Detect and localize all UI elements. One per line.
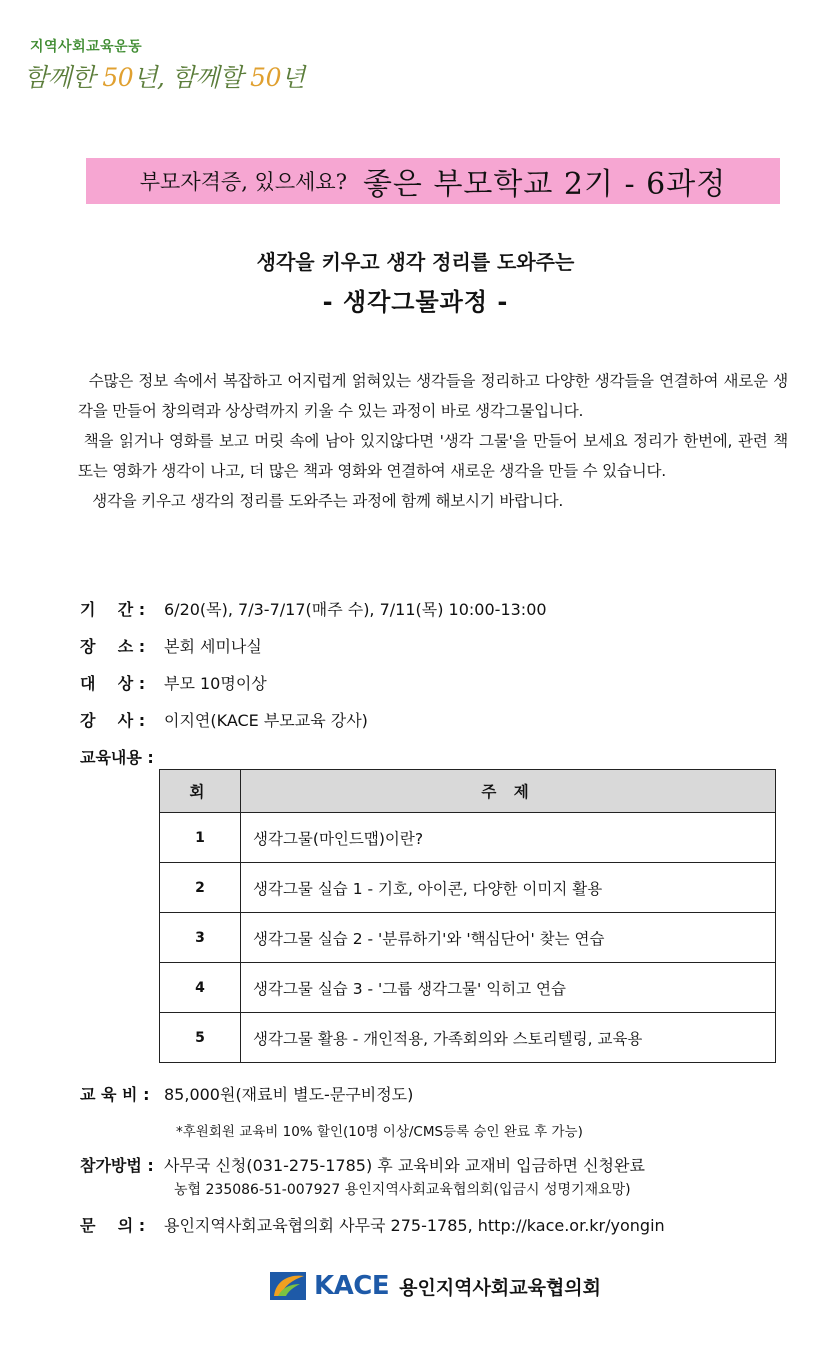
target-label: 대 상 : <box>80 674 146 693</box>
session-topic: 생각그물 실습 3 - '그룹 생각그물' 익히고 연습 <box>241 963 776 1013</box>
lecturer-value: 이지연(KACE 부모교육 강사) <box>164 711 368 730</box>
contact-label: 문 의 : <box>80 1216 146 1235</box>
place-label: 장 소 : <box>80 637 146 656</box>
table-row <box>160 813 776 863</box>
col-topic-header: 주 제 <box>241 770 776 813</box>
info-period <box>80 597 547 620</box>
session-number: 5 <box>160 1013 241 1063</box>
title-banner <box>86 158 780 204</box>
session-number: 4 <box>160 963 241 1013</box>
slogan-number-2: 50 <box>250 63 281 92</box>
session-topic: 생각그물 실습 1 - 기호, 아이콘, 다양한 이미지 활용 <box>241 863 776 913</box>
course-subtitle: 생각을 키우고 생각 정리를 도와주는 <box>256 250 575 274</box>
intro-text <box>78 366 793 516</box>
footer-logo <box>270 1270 601 1302</box>
col-session-header: 회 <box>160 770 241 813</box>
fee-discount-note: *후원회원 교육비 10% 할인(10명 이상/CMS등록 승인 완료 후 가능) <box>176 1124 583 1140</box>
contact-value: 용인지역사회교육협의회 사무국 275-1785, http://kace.or.kr/yongin <box>164 1216 665 1235</box>
curriculum-table <box>159 769 776 1063</box>
apply-label: 참가방법 : <box>80 1156 154 1175</box>
session-number: 3 <box>160 913 241 963</box>
table-header-row <box>160 770 776 813</box>
bank-account: 농협 235086-51-007927 용인지역사회교육협의회(입금시 성명기재요망) <box>174 1182 631 1198</box>
info-apply <box>80 1153 645 1176</box>
slogan-part-c: 년 <box>280 63 305 92</box>
slogan-part-a: 함께한 <box>24 63 103 92</box>
info-lecturer <box>80 708 368 731</box>
intro-paragraph-3: 생각을 키우고 생각의 정리를 도와주는 과정에 함께 해보시기 바랍니다. <box>78 492 564 510</box>
kace-logo-text: KACE <box>314 1271 390 1301</box>
info-place <box>80 634 262 657</box>
info-contact <box>80 1213 665 1236</box>
content-label: 교육내용 : <box>80 748 154 767</box>
table-row <box>160 1013 776 1063</box>
place-value: 본회 세미나실 <box>164 637 262 656</box>
course-title: - 생각그물과정 - <box>322 288 509 316</box>
fee-label: 교 육 비 : <box>80 1085 150 1104</box>
brand-slogan <box>24 58 305 94</box>
kace-logo-icon <box>270 1270 310 1302</box>
target-value: 부모 10명이상 <box>164 674 267 693</box>
brand-top-label: 지역사회교육운동 <box>30 39 143 55</box>
info-content <box>80 745 164 768</box>
slogan-number-1: 50 <box>102 63 134 92</box>
apply-value: 사무국 신청(031-275-1785) 후 교육비와 교재비 입금하면 신청완료 <box>164 1156 645 1175</box>
slogan-part-b: 년, 함께할 <box>133 63 251 92</box>
session-topic: 생각그물 실습 2 - '분류하기'와 '핵심단어' 찾는 연습 <box>241 913 776 963</box>
lecturer-label: 강 사 : <box>80 711 146 730</box>
session-number: 1 <box>160 813 241 863</box>
info-fee <box>80 1082 413 1105</box>
table-row <box>160 863 776 913</box>
info-target <box>80 671 267 694</box>
period-value: 6/20(목), 7/3-7/17(매주 수), 7/11(목) 10:00-13:00 <box>164 600 547 619</box>
fee-value: 85,000원(재료비 별도-문구비정도) <box>164 1085 414 1104</box>
organization-name: 용인지역사회교육협의회 <box>399 1276 602 1299</box>
period-label: 기 간 : <box>80 600 146 619</box>
banner-program-title: 좋은 부모학교 2기 - 6과정 <box>362 167 727 202</box>
intro-paragraph-2: 책을 읽거나 영화를 보고 머릿 속에 남아 있지않다면 '생각 그물'을 만들어 보세요 정리가 한번에, 관련 책 또는 영화가 생각이 나고, 더 많은 책과 영화와 연결하여 새로운 생각을 만들 수 있습니다. <box>78 432 793 480</box>
session-topic: 생각그물(마인드맵)이란? <box>241 813 776 863</box>
table-row <box>160 913 776 963</box>
session-number: 2 <box>160 863 241 913</box>
banner-question: 부모자격증, 있으세요? <box>139 170 347 194</box>
table-row <box>160 963 776 1013</box>
intro-paragraph-1: 수많은 정보 속에서 복잡하고 어지럽게 얽혀있는 생각들을 정리하고 다양한 생각들을 연결하여 새로운 생각을 만들어 창의력과 상상력까지 키울 수 있는 과정이 바로 생각그물입니다. <box>78 372 788 420</box>
session-topic: 생각그물 활용 - 개인적용, 가족회의와 스토리텔링, 교육용 <box>241 1013 776 1063</box>
